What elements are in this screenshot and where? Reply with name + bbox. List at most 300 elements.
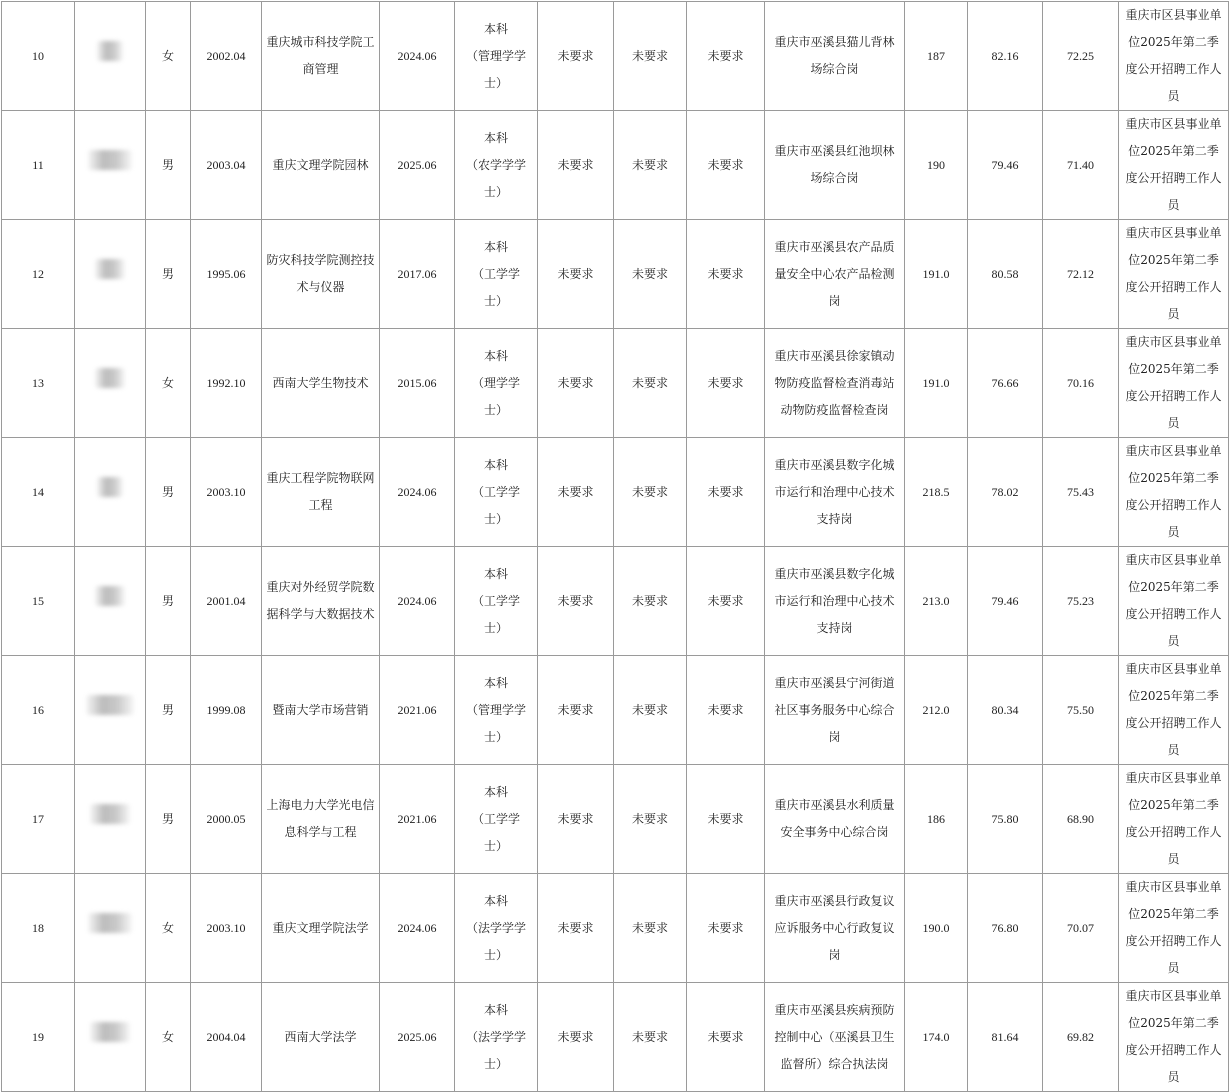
requirement-cell xyxy=(538,874,614,983)
school-major-cell xyxy=(262,438,380,547)
position-text: 重庆市巫溪县水利质量安全事务中心综合岗 xyxy=(774,798,895,839)
recruitment-plan-text: 重庆市区县事业单位2025年第二季度公开招聘工作人员 xyxy=(1125,662,1222,757)
degree-line: 士） xyxy=(483,947,508,962)
birth-date-text: 2003.10 xyxy=(206,920,246,935)
graduation-date-text: 2015.06 xyxy=(397,375,437,390)
birth-date-cell xyxy=(191,874,262,983)
row-number-cell xyxy=(2,547,75,656)
degree-line: 士） xyxy=(483,402,508,417)
requirement-text: 未要求 xyxy=(631,375,668,390)
degree-line: 士） xyxy=(483,620,508,635)
recruitment-plan-cell xyxy=(1119,220,1229,329)
school-major-text: 上海电力大学光电信息科学与工程 xyxy=(266,798,375,839)
degree-line: （管理学学 xyxy=(465,48,526,63)
school-major-text: 重庆工程学院物联网工程 xyxy=(266,471,375,512)
total-score-cell xyxy=(1043,220,1119,329)
total-score-text: 75.43 xyxy=(1067,484,1094,499)
birth-date-text: 2004.04 xyxy=(206,1029,246,1044)
position-text: 重庆市巫溪县疾病预防控制中心（巫溪县卫生监督所）综合执法岗 xyxy=(774,1002,895,1071)
gender-text: 女 xyxy=(161,48,174,63)
redacted-name xyxy=(97,41,123,61)
redacted-name xyxy=(90,804,130,824)
row-number-cell xyxy=(2,983,75,1092)
requirement-text: 未要求 xyxy=(707,702,744,717)
row-number-text: 14 xyxy=(32,484,44,499)
written-score-text: 190 xyxy=(927,157,945,172)
degree-cell xyxy=(455,329,538,438)
graduation-date-cell xyxy=(380,874,455,983)
row-number-cell xyxy=(2,111,75,220)
recruitment-plan-cell xyxy=(1119,983,1229,1092)
graduation-date-text: 2021.06 xyxy=(397,811,437,826)
requirement-cell xyxy=(687,874,765,983)
birth-date-cell xyxy=(191,220,262,329)
recruitment-plan-cell xyxy=(1119,874,1229,983)
requirement-cell xyxy=(687,765,765,874)
requirement-cell xyxy=(687,656,765,765)
gender-cell xyxy=(146,983,191,1092)
graduation-date-text: 2025.06 xyxy=(397,157,437,172)
graduation-date-cell xyxy=(380,547,455,656)
requirement-cell xyxy=(614,220,687,329)
table-row xyxy=(2,111,1229,220)
total-score-cell xyxy=(1043,983,1119,1092)
graduation-date-text: 2024.06 xyxy=(397,484,437,499)
school-major-text: 暨南大学市场营销 xyxy=(272,702,369,717)
written-score-cell xyxy=(905,438,968,547)
degree-line: 本科 xyxy=(483,675,508,690)
graduation-date-text: 2024.06 xyxy=(397,48,437,63)
requirement-cell xyxy=(614,2,687,111)
written-score-text: 186 xyxy=(927,811,945,826)
interview-score-cell xyxy=(968,656,1043,765)
degree-cell xyxy=(455,874,538,983)
gender-text: 男 xyxy=(161,702,174,717)
school-major-cell xyxy=(262,874,380,983)
degree-cell xyxy=(455,438,538,547)
row-number-text: 16 xyxy=(32,702,44,717)
school-major-cell xyxy=(262,547,380,656)
table-row xyxy=(2,220,1229,329)
requirement-text: 未要求 xyxy=(557,593,594,608)
gender-cell xyxy=(146,329,191,438)
requirement-text: 未要求 xyxy=(631,811,668,826)
position-text: 重庆市巫溪县宁河街道社区事务服务中心综合岗 xyxy=(774,675,895,744)
recruitment-plan-cell xyxy=(1119,111,1229,220)
recruitment-plan-text: 重庆市区县事业单位2025年第二季度公开招聘工作人员 xyxy=(1125,335,1222,430)
requirement-cell xyxy=(614,329,687,438)
gender-text: 男 xyxy=(161,811,174,826)
degree-cell xyxy=(455,983,538,1092)
total-score-cell xyxy=(1043,874,1119,983)
requirement-cell xyxy=(538,2,614,111)
requirement-text: 未要求 xyxy=(557,1029,594,1044)
birth-date-cell xyxy=(191,329,262,438)
requirement-text: 未要求 xyxy=(631,920,668,935)
recruitment-plan-text: 重庆市区县事业单位2025年第二季度公开招聘工作人员 xyxy=(1125,117,1222,212)
birth-date-cell xyxy=(191,2,262,111)
table-row xyxy=(2,874,1229,983)
degree-line: 士） xyxy=(483,1056,508,1071)
degree-line: 士） xyxy=(483,75,508,90)
requirement-text: 未要求 xyxy=(631,157,668,172)
recruitment-plan-cell xyxy=(1119,329,1229,438)
graduation-date-cell xyxy=(380,656,455,765)
interview-score-text: 79.46 xyxy=(991,593,1019,608)
graduation-date-text: 2017.06 xyxy=(397,266,437,281)
graduation-date-cell xyxy=(380,220,455,329)
position-cell xyxy=(765,438,905,547)
name-cell xyxy=(75,220,146,329)
written-score-text: 187 xyxy=(927,48,945,63)
graduation-date-cell xyxy=(380,329,455,438)
redacted-name xyxy=(95,368,125,388)
graduation-date-cell xyxy=(380,2,455,111)
requirement-text: 未要求 xyxy=(631,48,668,63)
requirement-cell xyxy=(687,547,765,656)
recruitment-plan-cell xyxy=(1119,438,1229,547)
written-score-text: 191.0 xyxy=(922,375,950,390)
gender-text: 男 xyxy=(161,593,174,608)
school-major-text: 重庆对外经贸学院数据科学与大数据技术 xyxy=(266,580,375,621)
requirement-text: 未要求 xyxy=(707,48,744,63)
requirement-cell xyxy=(687,329,765,438)
position-cell xyxy=(765,765,905,874)
name-cell xyxy=(75,874,146,983)
row-number-cell xyxy=(2,329,75,438)
written-score-text: 213.0 xyxy=(922,593,950,608)
interview-score-cell xyxy=(968,765,1043,874)
birth-date-cell xyxy=(191,547,262,656)
position-text: 重庆市巫溪县猫儿背林场综合岗 xyxy=(774,35,895,76)
gender-text: 男 xyxy=(161,157,174,172)
requirement-cell xyxy=(614,111,687,220)
gender-cell xyxy=(146,438,191,547)
name-cell xyxy=(75,111,146,220)
birth-date-cell xyxy=(191,983,262,1092)
row-number-text: 18 xyxy=(32,920,44,935)
gender-text: 男 xyxy=(161,484,174,499)
table-row xyxy=(2,547,1229,656)
row-number-cell xyxy=(2,438,75,547)
degree-cell xyxy=(455,2,538,111)
total-score-text: 69.82 xyxy=(1067,1029,1094,1044)
row-number-text: 15 xyxy=(32,593,44,608)
requirement-cell xyxy=(687,438,765,547)
school-major-cell xyxy=(262,765,380,874)
interview-score-text: 80.58 xyxy=(991,266,1019,281)
degree-line: 本科 xyxy=(483,130,508,145)
requirement-cell xyxy=(614,547,687,656)
requirement-cell xyxy=(538,438,614,547)
redacted-name xyxy=(88,913,132,933)
degree-line: 本科 xyxy=(483,348,508,363)
degree-line: （工学学 xyxy=(471,266,520,281)
birth-date-text: 1999.08 xyxy=(206,702,246,717)
row-number-cell xyxy=(2,220,75,329)
interview-score-text: 80.34 xyxy=(991,702,1019,717)
degree-line: 士） xyxy=(483,184,508,199)
position-text: 重庆市巫溪县红池坝林场综合岗 xyxy=(774,144,895,185)
interview-score-text: 75.80 xyxy=(991,811,1019,826)
requirement-text: 未要求 xyxy=(631,702,668,717)
requirement-text: 未要求 xyxy=(707,484,744,499)
graduation-date-text: 2025.06 xyxy=(397,1029,437,1044)
recruitment-plan-text: 重庆市区县事业单位2025年第二季度公开招聘工作人员 xyxy=(1125,8,1222,103)
degree-line: （工学学 xyxy=(471,484,520,499)
gender-cell xyxy=(146,874,191,983)
row-number-text: 19 xyxy=(32,1029,44,1044)
recruitment-plan-text: 重庆市区县事业单位2025年第二季度公开招聘工作人员 xyxy=(1125,880,1222,975)
requirement-text: 未要求 xyxy=(557,48,594,63)
requirement-text: 未要求 xyxy=(557,920,594,935)
graduation-date-cell xyxy=(380,438,455,547)
redacted-name xyxy=(88,150,132,170)
written-score-cell xyxy=(905,656,968,765)
table-body xyxy=(2,2,1229,1092)
position-cell xyxy=(765,2,905,111)
requirement-cell xyxy=(538,220,614,329)
written-score-cell xyxy=(905,983,968,1092)
school-major-text: 重庆城市科技学院工商管理 xyxy=(266,35,375,76)
row-number-text: 10 xyxy=(32,48,44,63)
total-score-text: 75.50 xyxy=(1067,702,1094,717)
birth-date-cell xyxy=(191,656,262,765)
total-score-text: 71.40 xyxy=(1067,157,1094,172)
school-major-cell xyxy=(262,2,380,111)
recruitment-plan-cell xyxy=(1119,765,1229,874)
degree-cell xyxy=(455,656,538,765)
degree-line: （管理学学 xyxy=(465,702,526,717)
gender-cell xyxy=(146,220,191,329)
requirement-cell xyxy=(687,220,765,329)
position-cell xyxy=(765,983,905,1092)
total-score-cell xyxy=(1043,656,1119,765)
candidate-table xyxy=(1,1,1229,1092)
interview-score-cell xyxy=(968,438,1043,547)
birth-date-text: 1995.06 xyxy=(206,266,246,281)
position-cell xyxy=(765,220,905,329)
redacted-name xyxy=(97,477,123,497)
requirement-text: 未要求 xyxy=(707,1029,744,1044)
redacted-name xyxy=(95,259,125,279)
position-text: 重庆市巫溪县数字化城市运行和治理中心技术支持岗 xyxy=(774,566,895,635)
written-score-cell xyxy=(905,220,968,329)
table-row xyxy=(2,656,1229,765)
requirement-cell xyxy=(614,983,687,1092)
graduation-date-text: 2024.06 xyxy=(397,920,437,935)
requirement-cell xyxy=(538,329,614,438)
gender-cell xyxy=(146,2,191,111)
degree-line: （农学学学 xyxy=(465,157,526,172)
degree-line: （工学学 xyxy=(471,811,520,826)
degree-line: 本科 xyxy=(483,1002,508,1017)
requirement-text: 未要求 xyxy=(707,375,744,390)
school-major-cell xyxy=(262,983,380,1092)
birth-date-text: 2003.10 xyxy=(206,484,246,499)
written-score-cell xyxy=(905,874,968,983)
written-score-text: 174.0 xyxy=(922,1029,950,1044)
gender-text: 男 xyxy=(161,266,174,281)
graduation-date-cell xyxy=(380,765,455,874)
requirement-text: 未要求 xyxy=(557,702,594,717)
birth-date-cell xyxy=(191,765,262,874)
school-major-cell xyxy=(262,329,380,438)
requirement-cell xyxy=(538,656,614,765)
school-major-text: 重庆文理学院法学 xyxy=(272,920,369,935)
total-score-cell xyxy=(1043,111,1119,220)
degree-line: （工学学 xyxy=(471,593,520,608)
gender-cell xyxy=(146,547,191,656)
total-score-cell xyxy=(1043,329,1119,438)
table-row xyxy=(2,438,1229,547)
requirement-cell xyxy=(614,874,687,983)
recruitment-plan-cell xyxy=(1119,2,1229,111)
school-major-text: 西南大学法学 xyxy=(284,1029,357,1044)
requirement-text: 未要求 xyxy=(631,593,668,608)
recruitment-plan-cell xyxy=(1119,656,1229,765)
requirement-text: 未要求 xyxy=(631,484,668,499)
interview-score-cell xyxy=(968,329,1043,438)
requirement-text: 未要求 xyxy=(557,157,594,172)
total-score-text: 72.12 xyxy=(1067,266,1094,281)
position-text: 重庆市巫溪县行政复议应诉服务中心行政复议岗 xyxy=(774,893,895,962)
gender-text: 女 xyxy=(161,920,174,935)
position-text: 重庆市巫溪县徐家镇动物防疫监督检查消毒站动物防疫监督检查岗 xyxy=(774,348,895,417)
gender-cell xyxy=(146,765,191,874)
name-cell xyxy=(75,2,146,111)
requirement-text: 未要求 xyxy=(631,1029,668,1044)
recruitment-plan-text: 重庆市区县事业单位2025年第二季度公开招聘工作人员 xyxy=(1125,553,1222,648)
gender-cell xyxy=(146,111,191,220)
interview-score-cell xyxy=(968,983,1043,1092)
degree-line: 士） xyxy=(483,838,508,853)
row-number-cell xyxy=(2,874,75,983)
total-score-text: 70.07 xyxy=(1067,920,1094,935)
school-major-cell xyxy=(262,656,380,765)
birth-date-cell xyxy=(191,438,262,547)
written-score-cell xyxy=(905,2,968,111)
degree-cell xyxy=(455,111,538,220)
row-number-cell xyxy=(2,656,75,765)
written-score-cell xyxy=(905,547,968,656)
interview-score-text: 79.46 xyxy=(991,157,1019,172)
name-cell xyxy=(75,547,146,656)
requirement-cell xyxy=(614,438,687,547)
total-score-text: 68.90 xyxy=(1067,811,1094,826)
interview-score-text: 78.02 xyxy=(991,484,1019,499)
position-cell xyxy=(765,656,905,765)
written-score-cell xyxy=(905,765,968,874)
total-score-cell xyxy=(1043,438,1119,547)
degree-cell xyxy=(455,547,538,656)
interview-score-cell xyxy=(968,2,1043,111)
requirement-text: 未要求 xyxy=(707,593,744,608)
requirement-cell xyxy=(687,2,765,111)
total-score-text: 70.16 xyxy=(1067,375,1094,390)
recruitment-plan-cell xyxy=(1119,547,1229,656)
redacted-name xyxy=(86,695,134,715)
birth-date-text: 2003.04 xyxy=(206,157,246,172)
requirement-cell xyxy=(687,983,765,1092)
requirement-cell xyxy=(538,111,614,220)
name-cell xyxy=(75,656,146,765)
interview-score-cell xyxy=(968,220,1043,329)
requirement-text: 未要求 xyxy=(707,920,744,935)
interview-score-cell xyxy=(968,111,1043,220)
name-cell xyxy=(75,983,146,1092)
written-score-text: 218.5 xyxy=(922,484,950,499)
recruitment-plan-text: 重庆市区县事业单位2025年第二季度公开招聘工作人员 xyxy=(1125,771,1222,866)
graduation-date-text: 2021.06 xyxy=(397,702,437,717)
table-row xyxy=(2,983,1229,1092)
degree-line: 本科 xyxy=(483,21,508,36)
school-major-cell xyxy=(262,220,380,329)
gender-text: 女 xyxy=(161,375,174,390)
table-row xyxy=(2,2,1229,111)
row-number-text: 17 xyxy=(32,811,44,826)
total-score-cell xyxy=(1043,547,1119,656)
graduation-date-text: 2024.06 xyxy=(397,593,437,608)
position-cell xyxy=(765,547,905,656)
interview-score-cell xyxy=(968,547,1043,656)
name-cell xyxy=(75,765,146,874)
recruitment-plan-text: 重庆市区县事业单位2025年第二季度公开招聘工作人员 xyxy=(1125,444,1222,539)
redacted-name xyxy=(95,586,125,606)
degree-cell xyxy=(455,220,538,329)
degree-line: 士） xyxy=(483,293,508,308)
written-score-text: 191.0 xyxy=(922,266,950,281)
row-number-text: 13 xyxy=(32,375,44,390)
requirement-text: 未要求 xyxy=(631,266,668,281)
position-text: 重庆市巫溪县农产品质量安全中心农产品检测岗 xyxy=(774,239,895,308)
redacted-name xyxy=(90,1022,130,1042)
requirement-cell xyxy=(538,983,614,1092)
school-major-cell xyxy=(262,111,380,220)
graduation-date-cell xyxy=(380,111,455,220)
interview-score-text: 82.16 xyxy=(991,48,1019,63)
degree-line: 本科 xyxy=(483,893,508,908)
degree-line: （法学学学 xyxy=(465,1029,526,1044)
school-major-text: 防灾科技学院测控技术与仪器 xyxy=(266,253,375,294)
position-text: 重庆市巫溪县数字化城市运行和治理中心技术支持岗 xyxy=(774,457,895,526)
total-score-text: 75.23 xyxy=(1067,593,1094,608)
school-major-text: 重庆文理学院园林 xyxy=(272,157,369,172)
name-cell xyxy=(75,329,146,438)
interview-score-text: 76.80 xyxy=(991,920,1019,935)
graduation-date-cell xyxy=(380,983,455,1092)
requirement-text: 未要求 xyxy=(557,375,594,390)
birth-date-text: 2002.04 xyxy=(206,48,246,63)
requirement-cell xyxy=(614,656,687,765)
degree-line: （法学学学 xyxy=(465,920,526,935)
requirement-text: 未要求 xyxy=(557,484,594,499)
name-cell xyxy=(75,438,146,547)
degree-line: 本科 xyxy=(483,239,508,254)
birth-date-text: 2001.04 xyxy=(206,593,246,608)
row-number-text: 12 xyxy=(32,266,44,281)
total-score-cell xyxy=(1043,2,1119,111)
row-number-cell xyxy=(2,765,75,874)
written-score-text: 212.0 xyxy=(922,702,950,717)
position-cell xyxy=(765,329,905,438)
table-row xyxy=(2,329,1229,438)
degree-line: 本科 xyxy=(483,566,508,581)
requirement-cell xyxy=(614,765,687,874)
position-cell xyxy=(765,874,905,983)
row-number-text: 11 xyxy=(32,157,44,172)
degree-line: 士） xyxy=(483,729,508,744)
